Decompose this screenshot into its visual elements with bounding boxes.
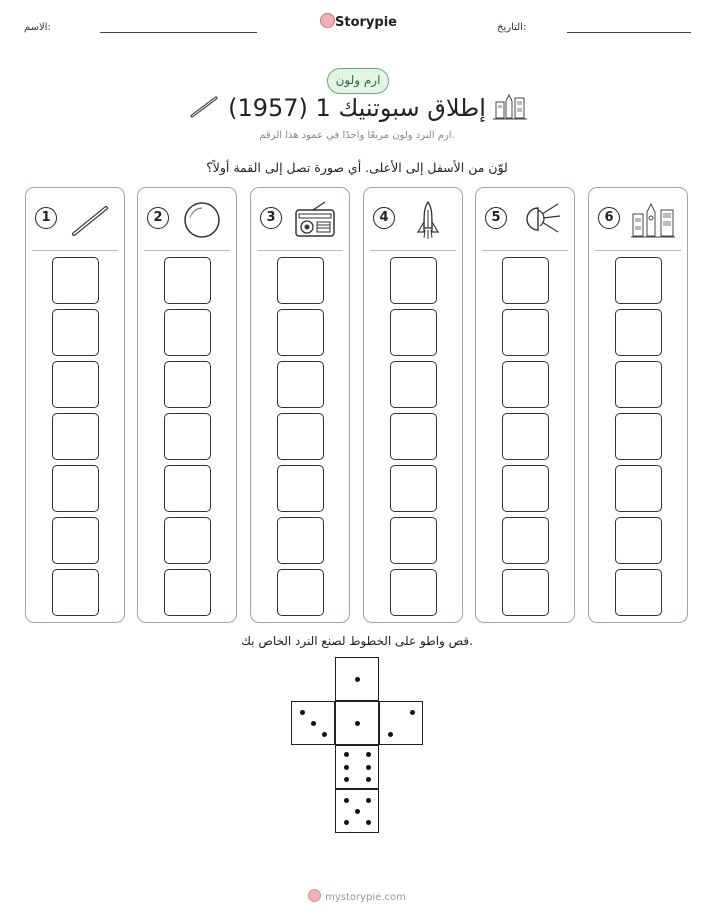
- column-divider: [32, 250, 118, 251]
- cut-instruction: قص واطو على الخطوط لصنع النرد الخاص بك.: [241, 634, 473, 648]
- name-label: الاسم:: [24, 22, 51, 33]
- die-face-6: [335, 745, 379, 789]
- color-square[interactable]: [390, 517, 437, 564]
- column-2: [137, 187, 237, 623]
- date-field[interactable]: [567, 32, 691, 33]
- die-pip: [388, 732, 393, 737]
- color-square[interactable]: [277, 257, 324, 304]
- die-pip: [300, 710, 305, 715]
- antenna-rod-icon: [68, 200, 112, 240]
- column-3: [250, 187, 350, 623]
- radio-icon: [293, 200, 337, 240]
- column-1: [25, 187, 125, 623]
- color-square[interactable]: [502, 517, 549, 564]
- column-divider: [144, 250, 230, 251]
- column-divider: [482, 250, 568, 251]
- color-square[interactable]: [164, 465, 211, 512]
- die-face-5: [335, 789, 379, 833]
- footer: [0, 889, 714, 903]
- color-square[interactable]: [390, 569, 437, 616]
- page-title: إطلاق سبوتنيك 1 (1957): [228, 94, 486, 122]
- color-square[interactable]: [164, 257, 211, 304]
- coloring-instruction: لوّن من الأسفل إلى الأعلى. أي صورة تصل إلى القمة أولاً؟: [206, 160, 508, 175]
- color-square[interactable]: [615, 517, 662, 564]
- die-pip: [355, 677, 360, 682]
- color-square[interactable]: [615, 309, 662, 356]
- die-pip: [355, 721, 360, 726]
- die-pip: [366, 752, 371, 757]
- control-room-icon: [631, 200, 675, 240]
- brand: [0, 13, 714, 30]
- die-pip: [344, 765, 349, 770]
- color-square[interactable]: [390, 257, 437, 304]
- color-square[interactable]: [615, 361, 662, 408]
- color-square[interactable]: [52, 569, 99, 616]
- color-square[interactable]: [390, 465, 437, 512]
- column-5: [475, 187, 575, 623]
- die-face-1: [335, 657, 379, 701]
- color-square[interactable]: [52, 517, 99, 564]
- color-square[interactable]: [615, 569, 662, 616]
- column-number: 5: [485, 207, 507, 229]
- color-square[interactable]: [164, 569, 211, 616]
- color-square[interactable]: [52, 413, 99, 460]
- brand-name: Storypie: [335, 15, 397, 30]
- color-square[interactable]: [615, 257, 662, 304]
- date-label: التاريخ:: [497, 22, 527, 33]
- die-pip: [344, 752, 349, 757]
- color-square[interactable]: [277, 361, 324, 408]
- die-pip: [366, 777, 371, 782]
- column-divider: [370, 250, 456, 251]
- footer-url: mystorypie.com: [325, 892, 406, 903]
- color-square[interactable]: [164, 517, 211, 564]
- color-square[interactable]: [277, 465, 324, 512]
- column-number: 6: [598, 207, 620, 229]
- color-square[interactable]: [502, 309, 549, 356]
- column-divider: [595, 250, 681, 251]
- column-number: 3: [260, 207, 282, 229]
- color-square[interactable]: [390, 413, 437, 460]
- die-face-1: [335, 701, 379, 745]
- color-square[interactable]: [502, 361, 549, 408]
- color-square[interactable]: [52, 361, 99, 408]
- storypie-logo-icon: [320, 13, 335, 28]
- die-face-2: [379, 701, 423, 745]
- die-pip: [311, 721, 316, 726]
- color-square[interactable]: [502, 569, 549, 616]
- color-square[interactable]: [615, 413, 662, 460]
- storypie-logo-icon: [308, 889, 321, 902]
- die-face-3: [291, 701, 335, 745]
- color-square[interactable]: [502, 413, 549, 460]
- color-square[interactable]: [52, 309, 99, 356]
- color-square[interactable]: [164, 413, 211, 460]
- color-square[interactable]: [164, 361, 211, 408]
- color-square[interactable]: [277, 569, 324, 616]
- column-number: 4: [373, 207, 395, 229]
- color-square[interactable]: [164, 309, 211, 356]
- die-pip: [355, 809, 360, 814]
- rocket-icon: [406, 200, 450, 240]
- page-subtitle: ارم النرد ولون مربعًا واحدًا في عمود هذا الرقم.: [259, 130, 455, 141]
- column-number: 1: [35, 207, 57, 229]
- column-4: [363, 187, 463, 623]
- die-pip: [366, 820, 371, 825]
- column-number: 2: [147, 207, 169, 229]
- color-square[interactable]: [277, 517, 324, 564]
- color-square[interactable]: [52, 465, 99, 512]
- column-6: [588, 187, 688, 623]
- die-pip: [322, 732, 327, 737]
- color-square[interactable]: [390, 309, 437, 356]
- sphere-icon: [180, 200, 224, 240]
- color-square[interactable]: [277, 413, 324, 460]
- die-pip: [410, 710, 415, 715]
- die-pip: [366, 798, 371, 803]
- color-square[interactable]: [502, 257, 549, 304]
- activity-badge: ارم ولون: [327, 68, 389, 94]
- color-square[interactable]: [615, 465, 662, 512]
- die-pip: [344, 777, 349, 782]
- sputnik-satellite-icon: [518, 200, 562, 240]
- die-pip: [366, 765, 371, 770]
- color-square[interactable]: [390, 361, 437, 408]
- die-pip: [344, 820, 349, 825]
- column-divider: [257, 250, 343, 251]
- title-control-room-icon: [493, 92, 527, 122]
- name-field[interactable]: [100, 32, 257, 33]
- color-square[interactable]: [52, 257, 99, 304]
- color-square[interactable]: [277, 309, 324, 356]
- die-pip: [344, 798, 349, 803]
- color-square[interactable]: [502, 465, 549, 512]
